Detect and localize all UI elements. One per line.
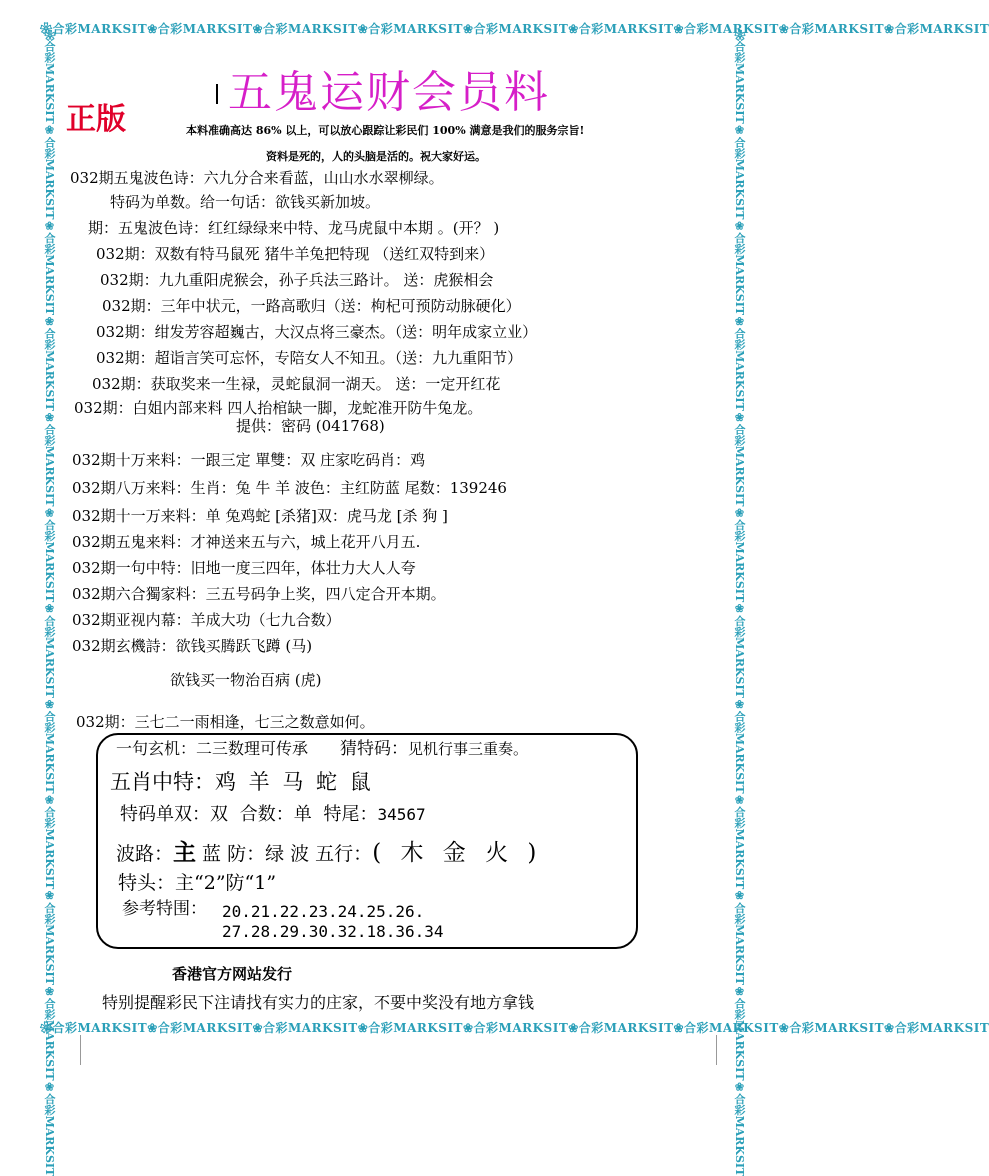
line-champion: 032期：三年中状元，一路高歌归（送：枸杞可预防动脉硬化） xyxy=(102,297,521,315)
page-corner-mark xyxy=(716,1035,725,1065)
line-one-sentence: 032期一句中特：旧地一度三四年，体壮力大人人夸 xyxy=(72,559,416,577)
five-zodiac-label: 五肖中特： xyxy=(110,770,215,794)
title-bar-mark xyxy=(216,84,218,104)
line-laugh: 032期：超诣言笑可忘怀，专陪女人不知丑。（送：九九重阳节） xyxy=(96,349,523,367)
line-wave-poem: 032期五鬼波色诗：六九分合来看蓝，山山水水翠柳绿。 xyxy=(70,169,444,187)
wave-row xyxy=(116,834,542,867)
line-100k: 032期十万来料：一跟三定 單雙：双 庄家吃码肖：鸡 xyxy=(72,451,426,469)
tail-value: 34567 xyxy=(377,805,426,824)
watermark-text: ❀合彩MARKSIT❀合彩MARKSIT❀合彩MARKSIT❀合彩MARKSIT❀合彩MARKSIT❀合彩MARKSIT❀合彩MARKSIT❀合彩MARKSIT❀合彩MARKSIT xyxy=(40,22,989,36)
sum-label: 合数： xyxy=(239,804,294,825)
watermark-border-right xyxy=(728,30,750,1176)
line-double-ninth: 032期：九九重阳虎猴会，孙子兵法三路计。 送：虎猴相会 xyxy=(100,271,494,289)
line-prize: 032期：获取奖来一生禄，灵蛇鼠洞一湖天。 送：一定开红花 xyxy=(92,375,501,393)
watermark-border-bottom xyxy=(40,1017,989,1039)
riddle-label: 一句玄机： xyxy=(116,739,197,758)
watermark-text: ❀合彩MARKSIT❀合彩MARKSIT❀合彩MARKSIT❀合彩MARKSIT❀合彩MARKSIT❀合彩MARKSIT❀合彩MARKSIT❀合彩MARKSIT❀合彩MARKSIT❀合彩MARKSIT❀合彩MARKSIT❀合彩MARKSIT xyxy=(43,30,56,1176)
line-five-ghost: 032期五鬼来料：才神送来五与六，城上花开八月五. xyxy=(72,533,421,551)
line-even-zodiac: 032期：双数有特马鼠死 猪牛羊兔把特现 （送红双特到来） xyxy=(96,245,495,263)
line-color-poem: 期：五鬼波色诗：红红绿绿来中特、龙马虎鼠中本期 。(开？ ) xyxy=(88,219,500,237)
head-row xyxy=(118,868,276,895)
head-value: 主“2”防“1” xyxy=(175,872,277,894)
five-zodiac-values: 鸡 羊 马 蛇 鼠 xyxy=(215,770,374,794)
line-white-sister: 032期：白姐内部来料 四人抬棺缺一脚，龙蛇准开防牛兔龙。 xyxy=(74,399,483,417)
wave-main: 主 xyxy=(173,839,197,866)
page-title: 五鬼运财会员料 xyxy=(228,67,550,118)
guess-label: 猜特码： xyxy=(340,739,408,759)
watermark-border-left xyxy=(38,30,60,1176)
line-cure-all: 欲钱买一物治百病 (虎) xyxy=(170,671,322,689)
line-110k: 032期十一万来料：单 兔鸡蛇 [杀猪]双：虎马龙 [杀 狗 ] xyxy=(72,507,448,525)
guess-row xyxy=(340,734,528,759)
head-label: 特头： xyxy=(118,872,176,894)
guess-text: 见机行事三重奏。 xyxy=(408,740,529,758)
line-mystery-poem: 032期玄機詩：欲钱买腾跃飞蹲 (马) xyxy=(72,637,313,655)
riddle-text: 二三数理可传承 xyxy=(196,739,309,758)
line-password: 提供：密码 (041768) xyxy=(236,417,385,435)
line-80k: 032期八万来料：生肖：兔 牛 羊 波色：主红防蓝 尾数：139246 xyxy=(72,479,507,497)
wave-label: 波路： xyxy=(116,843,174,865)
watermark-border-top xyxy=(40,18,989,40)
publisher-line: 香港官方网站发行 xyxy=(172,965,293,983)
line-beauty: 032期：绀发芳容超巍古，大汉点将三豪杰。（送：明年成家立业） xyxy=(96,323,538,341)
watermark-text: ❀合彩MARKSIT❀合彩MARKSIT❀合彩MARKSIT❀合彩MARKSIT❀合彩MARKSIT❀合彩MARKSIT❀合彩MARKSIT❀合彩MARKSIT❀合彩MARKSIT xyxy=(40,1021,989,1035)
tail-label: 特尾： xyxy=(323,804,378,825)
tagline-accuracy: 本料准确高达 86% 以上，可以放心跟踪让彩民们 100% 满意是我们的服务宗旨! xyxy=(186,124,585,137)
five-elements: ( 木 金 火 ) xyxy=(372,840,543,866)
sum-value: 单 xyxy=(293,804,312,825)
line-atv: 032期亚视内幕：羊成大功（七九合数） xyxy=(72,611,341,629)
odd-even-row xyxy=(120,800,426,826)
line-rain-meet: 032期：三七二一雨相逢，七三之数意如何。 xyxy=(76,713,375,731)
tagline-luck: 资料是死的，人的头脑是活的。祝大家好运。 xyxy=(266,150,486,163)
odd-even-value: 双 xyxy=(210,804,228,825)
genuine-badge: 正版 xyxy=(66,102,126,137)
five-zodiac-row xyxy=(110,766,374,796)
wave-rest: 蓝 防：绿 波 五行： xyxy=(196,843,373,865)
ref-label: 参考特围： xyxy=(122,899,207,919)
line-liuhe: 032期六合獨家料：三五号码争上奖，四八定合开本期。 xyxy=(72,585,446,603)
odd-even-label: 特码单双： xyxy=(120,804,210,825)
watermark-text: ❀合彩MARKSIT❀合彩MARKSIT❀合彩MARKSIT❀合彩MARKSIT❀合彩MARKSIT❀合彩MARKSIT❀合彩MARKSIT❀合彩MARKSIT❀合彩MARKSIT❀合彩MARKSIT❀合彩MARKSIT❀合彩MARKSIT xyxy=(733,30,746,1176)
ref-row-2: 27.28.29.30.32.18.36.34 xyxy=(222,922,444,941)
ref-row-1: 20.21.22.23.24.25.26. xyxy=(222,902,425,921)
page-corner-mark xyxy=(72,1035,81,1065)
warning-line: 特别提醒彩民下注请找有实力的庄家，不要中奖没有地方拿钱 xyxy=(102,993,535,1012)
line-odd-hint: 特码为单数。给一句话：欲钱买新加坡。 xyxy=(110,193,381,211)
riddle-row xyxy=(116,736,308,759)
